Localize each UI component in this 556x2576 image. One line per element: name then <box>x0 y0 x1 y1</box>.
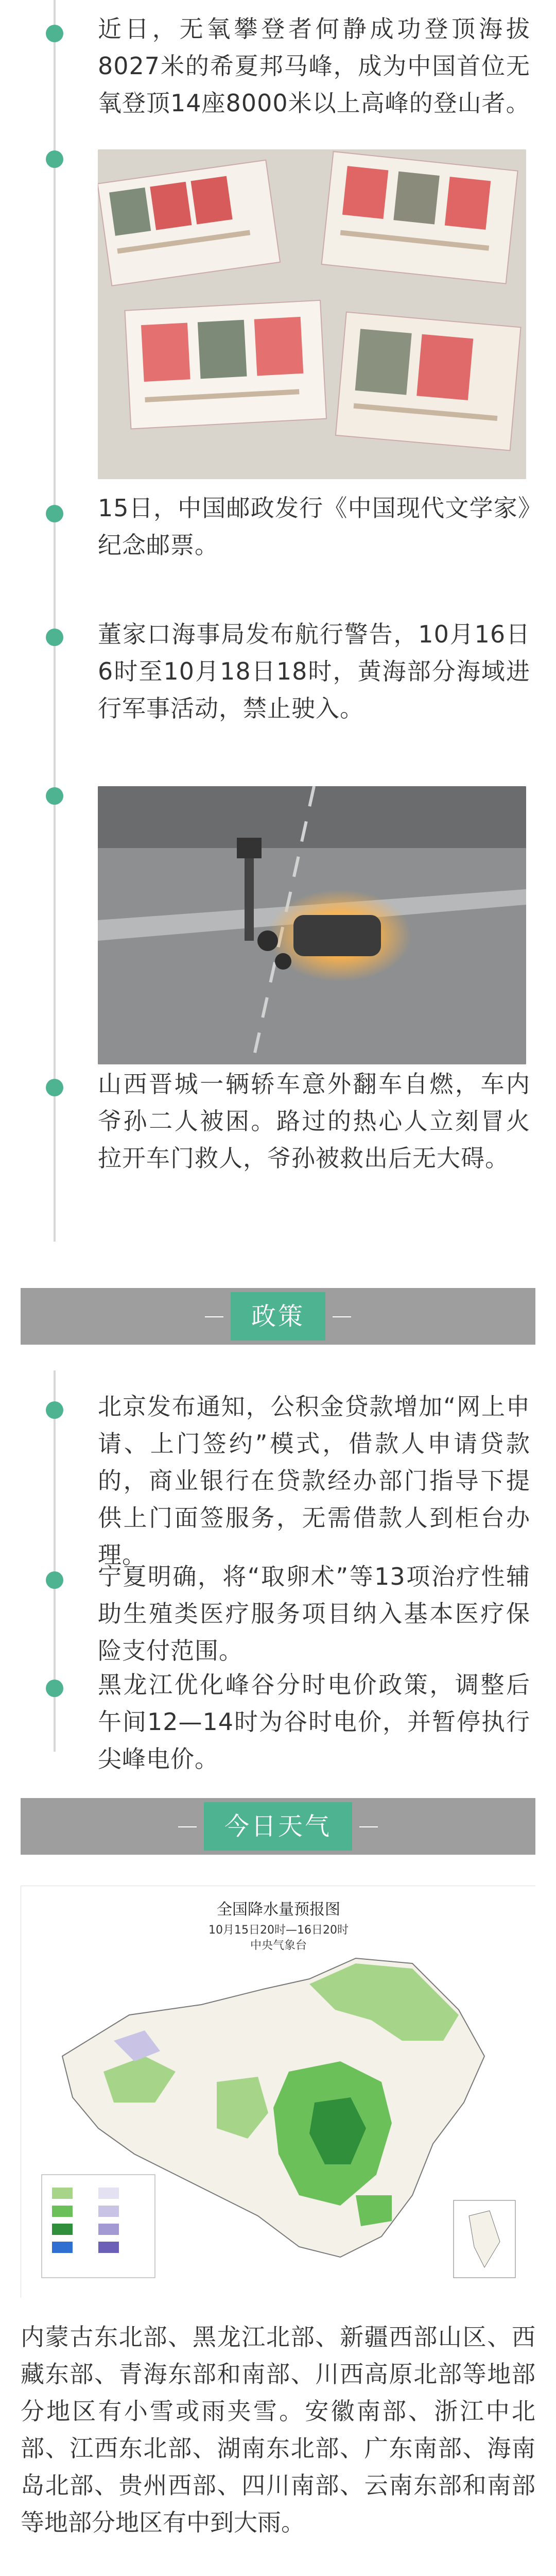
stamp-photo <box>98 149 526 479</box>
timeline-dot <box>46 1401 63 1419</box>
weather-map-subtitle: 10月15日20时—16日20时 <box>208 1924 349 1937</box>
timeline-line-news <box>54 0 56 1242</box>
timeline-dot <box>46 629 63 646</box>
weather-map-title: 全国降水量预报图 <box>217 1901 340 1919</box>
section-header-weather <box>21 1798 535 1855</box>
car-fire-photo <box>98 786 526 1064</box>
weather-description: 内蒙古东北部、黑龙江北部、新疆西部山区、西藏东部、青海东部和南部、川西高原北部等地部分地区有小雪或雨夹雪。安徽南部、浙江中北部、江西东北部、湖南东北部、广东南部、海南岛北部、贵州西部、四川南部、云南东部和南部等地部分地区有中到大雨。 <box>21 2323 535 2536</box>
timeline-dot <box>46 505 63 522</box>
stamp-envelopes-image <box>98 149 526 479</box>
policy-item-3: 黑龙江优化峰谷分时电价政策，调整后午间12—14时为谷时电价，并暂停执行尖峰电价。 <box>98 1671 530 1773</box>
timeline-dot <box>46 1571 63 1589</box>
car-fire-image <box>98 786 526 1064</box>
weather-map-source: 中央气象台 <box>250 1939 307 1952</box>
policy-item-2: 宁夏明确，将“取卵术”等13项治疗性辅助生殖类医疗服务项目纳入基本医疗保险支付范围。 <box>98 1563 530 1665</box>
news-item-4: 山西晋城一辆轿车意外翻车自燃，车内爷孙二人被困。路过的热心人立刻冒火拉开车门救人，爷孙被救出后无大碍。 <box>98 1070 530 1172</box>
section-header-policy <box>21 1288 535 1345</box>
timeline-dot <box>46 787 63 805</box>
section-title-policy: 政策 <box>231 1292 325 1341</box>
timeline-dot <box>46 1680 63 1697</box>
news-item-1: 近日，无氧攀登者何静成功登顶海拔8027米的希夏邦马峰，成为中国首位无氧登顶14座8000米以上高峰的登山者。 <box>98 15 530 117</box>
timeline-dot <box>46 1079 63 1096</box>
news-item-2: 15日，中国邮政发行《中国现代文学家》纪念邮票。 <box>98 494 530 559</box>
policy-item-1: 北京发布通知，公积金贷款增加“网上申请、上门签约”模式，借款人申请贷款的，商业银行在贷款经办部门指导下提供上门面签服务，无需借款人到柜台办理。 <box>98 1393 530 1569</box>
precipitation-map-image <box>21 1886 536 2298</box>
weather-map <box>21 1886 535 2298</box>
timeline-dot <box>46 25 63 42</box>
timeline-dot <box>46 150 63 168</box>
section-title-weather: 今日天气 <box>204 1802 352 1851</box>
news-item-3: 董家口海事局发布航行警告，10月16日6时至10月18日18时，黄海部分海域进行军事活动，禁止驶入。 <box>98 620 530 722</box>
